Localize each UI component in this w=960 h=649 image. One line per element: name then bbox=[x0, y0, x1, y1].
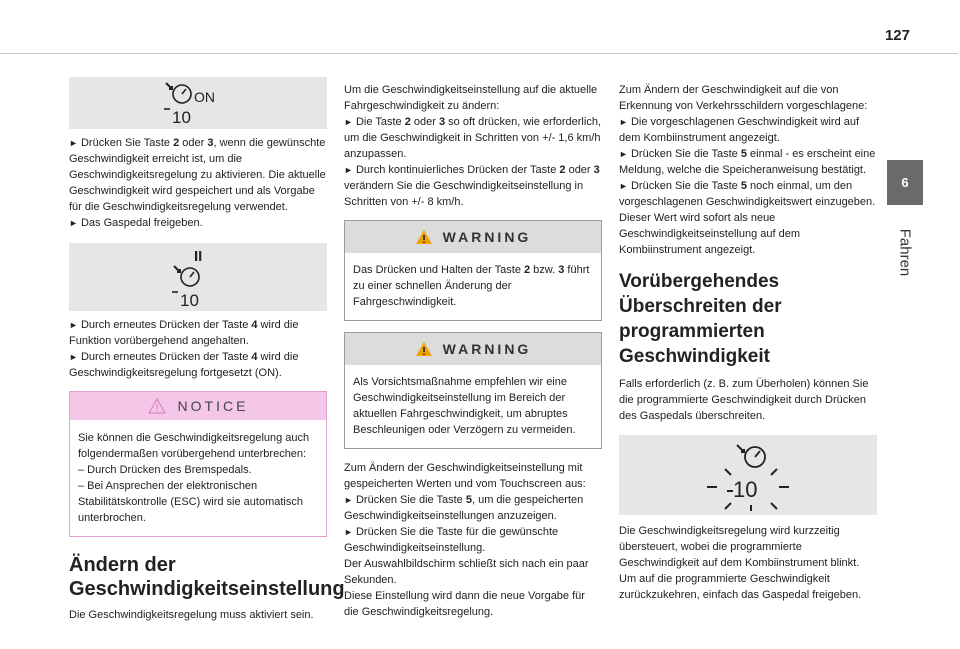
section-intro: Die Geschwindigkeitsregelung muss aktiviert sein. bbox=[69, 609, 314, 621]
step-suggested-shown: ► Die vorgeschlagenen Geschwindigkeit wird auf dem Kombiinstrument angezeigt. bbox=[619, 116, 860, 144]
icon3-digits: 10 bbox=[733, 477, 758, 502]
icon1-label: ON bbox=[194, 89, 215, 105]
step-arrow-icon: ► bbox=[69, 352, 78, 362]
header-divider bbox=[0, 53, 958, 54]
icon1-digits: 10 bbox=[172, 108, 191, 126]
warning-triangle-icon bbox=[415, 341, 433, 357]
cruise-control-pause-illustration bbox=[69, 243, 327, 311]
notice-header bbox=[70, 392, 326, 420]
return-note: Um auf die programmierte Geschwindigkeit zurückzukehren, einfach das Gaspedal freigeben. bbox=[619, 573, 862, 601]
change-speed-intro: Um die Geschwindigkeitseinstellung auf die aktuelle Fahrgeschwindigkeit zu ändern: bbox=[344, 84, 598, 112]
step-press-again: ► Drücken Sie die Taste 5 noch einmal, um den vorgeschlagenen Geschwindigkeitswert einzugeben. bbox=[619, 180, 876, 208]
touchscreen-intro: Zum Ändern der Geschwindigkeitseinstellung mit gespeicherten Werten und vom Touchscreen aus: bbox=[344, 462, 586, 490]
warning-triangle-icon bbox=[415, 229, 433, 245]
speedometer-on-icon bbox=[158, 80, 238, 126]
warning-box-2 bbox=[344, 332, 602, 449]
warning-header bbox=[345, 221, 601, 253]
step-arrow-icon: ► bbox=[619, 117, 628, 127]
column-2 bbox=[344, 82, 602, 620]
step-press-once: ► Drücken Sie die Taste 5 einmal - es erscheint eine Meldung, welche die Speicheranweisung bestätigt. bbox=[619, 148, 876, 176]
step-show-stored: ► Drücken Sie die Taste 5, um die gespeicherten Geschwindigkeitseinstellungen anzuzeigen. bbox=[344, 494, 584, 522]
selection-screen-note: Der Auswahlbildschirm schließt sich nach ein paar Sekunden. bbox=[344, 558, 589, 586]
cruise-control-on-illustration bbox=[69, 77, 327, 129]
step-arrow-icon: ► bbox=[69, 218, 78, 228]
step-arrow-icon: ► bbox=[69, 320, 78, 330]
step-arrow-icon: ► bbox=[69, 138, 78, 148]
instruction-activate: ► Drücken Sie Taste 2 oder 3, wenn die gewünschte Geschwindigkeit erreicht ist, um die Geschwindigkeitsregelung zu aktivieren. Die aktuelle Geschwindigkeit wird gespeichert und als Vorgabe für die Geschwindigkeitsregelung verwendet. ► Das Gaspedal freigeben. bbox=[69, 137, 326, 229]
step-adjust-large: ► Durch kontinuierliches Drücken der Taste 2 oder 3 verändern Sie die Geschwindigkeitseinstellung in Schritten von +/- 8 km/h. bbox=[344, 164, 600, 208]
chapter-title-vertical bbox=[887, 222, 923, 282]
notice-box bbox=[69, 391, 327, 537]
new-setting-note: Diese Einstellung wird dann die neue Vorgabe für die Geschwindigkeitsregelung. bbox=[344, 590, 585, 618]
step-arrow-icon: ► bbox=[619, 181, 628, 191]
instruction-pause-resume: ► Durch erneutes Drücken der Taste 4 wird die Funktion vorübergehend angehalten. ► Durch erneutes Drücken der Taste 4 wird die Geschwindigkeitsregelung fortgesetzt (ON). bbox=[69, 319, 299, 379]
notice-title: NOTICE bbox=[177, 398, 249, 414]
step-arrow-icon: ► bbox=[344, 117, 353, 127]
warning-text: Als Vorsichtsmaßnahme empfehlen wir eine Geschwindigkeitseinstellung im Bereich der aktuellen Fahrgeschwindigkeit, um abruptes Beschleunigen oder Verzögern zu vermeiden. bbox=[353, 376, 576, 436]
notice-warning-icon bbox=[148, 398, 166, 414]
chapter-title: Fahren bbox=[896, 228, 914, 276]
warning-title: WARNING bbox=[442, 341, 532, 357]
override-blink-note: Die Geschwindigkeitsregelung wird kurzzeitig übersteuert, wobei die programmierte Geschwindigkeit auf dem Kombiinstrument blinkt. bbox=[619, 525, 860, 569]
chapter-number: 6 bbox=[901, 175, 909, 190]
speed-exceeded-illustration bbox=[619, 435, 877, 515]
notice-item: – Durch Drücken des Bremspedals. bbox=[78, 464, 252, 476]
warning-box-1 bbox=[344, 220, 602, 321]
page-number: 127 bbox=[884, 27, 910, 44]
column-1 bbox=[69, 77, 345, 623]
notice-item: – Bei Ansprechen der elektronischen Stabilitätskontrolle (ESC) wird sie automatisch unterbrochen. bbox=[78, 480, 303, 524]
value-applied-note: Dieser Wert wird sofort als neue Geschwindigkeitseinstellung auf dem Kombiinstrument angezeigt. bbox=[619, 212, 800, 256]
step-arrow-icon: ► bbox=[619, 149, 628, 159]
speedometer-blinking-icon bbox=[703, 439, 793, 511]
step-arrow-icon: ► bbox=[344, 495, 353, 505]
override-intro: Falls erforderlich (z. B. zum Überholen) können Sie die programmierte Geschwindigkeit durch Drücken des Gaspedals überschreiten. bbox=[619, 378, 869, 422]
icon2-digits: 10 bbox=[180, 291, 199, 308]
step-arrow-icon: ► bbox=[344, 527, 353, 537]
step-select-stored: ► Drücken Sie die Taste für die gewünschte Geschwindigkeitseinstellung. bbox=[344, 526, 559, 554]
section-heading-change-speed: Ändern der Geschwindigkeitseinstellung bbox=[69, 554, 345, 600]
warning-header bbox=[345, 333, 601, 365]
section-heading-override: Vorübergehendes Überschreiten der programmierten Geschwindigkeit bbox=[619, 271, 782, 367]
warning-text: Das Drücken und Halten der Taste 2 bzw. 3 führt zu einer schnellen Änderung der Fahrgeschwindigkeit. bbox=[353, 264, 590, 308]
step-arrow-icon: ► bbox=[344, 165, 353, 175]
traffic-sign-intro: Zum Ändern der Geschwindigkeit auf die von Erkennung von Verkehrsschildern vorgeschlagene: bbox=[619, 84, 868, 112]
chapter-tab[interactable] bbox=[887, 160, 923, 205]
column-3 bbox=[619, 82, 877, 603]
icon2-label: II bbox=[194, 248, 203, 265]
step-adjust-small: ► Die Taste 2 oder 3 so oft drücken, wie erforderlich, um die Geschwindigkeit in Schritten von +/- 1,6 km/h anzupassen. bbox=[344, 116, 601, 160]
warning-title: WARNING bbox=[442, 229, 532, 245]
speedometer-pause-icon bbox=[168, 246, 228, 308]
notice-text: Sie können die Geschwindigkeitsregelung auch folgendermaßen vorübergehend unterbrechen: bbox=[78, 432, 310, 460]
